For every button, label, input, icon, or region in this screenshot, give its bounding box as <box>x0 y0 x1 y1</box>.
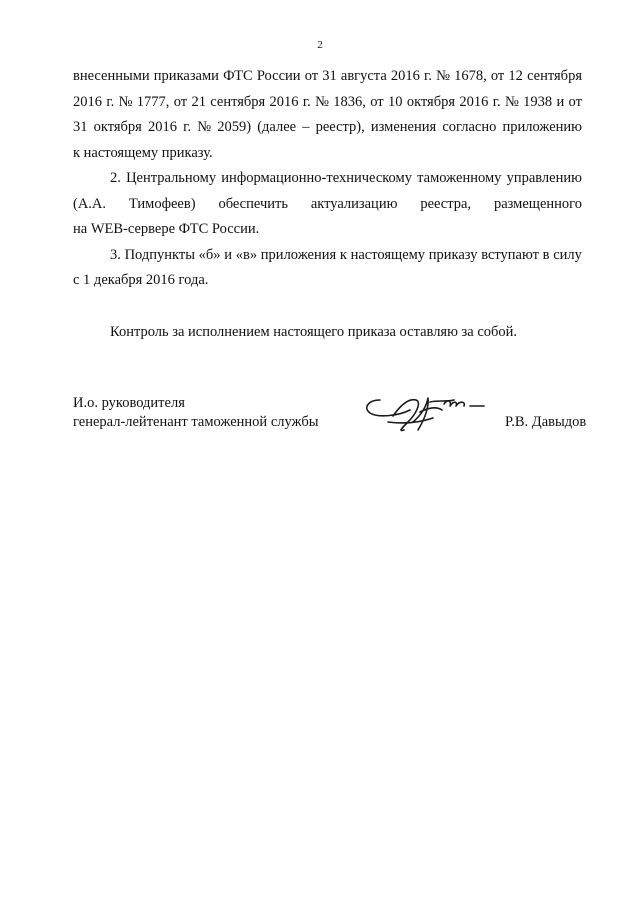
text-line <box>73 64 582 90</box>
word: настоящему <box>350 246 426 263</box>
word: № <box>504 93 519 110</box>
word: 2016 <box>148 119 177 135</box>
word: Тимофеев) <box>128 195 196 212</box>
word: от <box>568 93 582 110</box>
word: актуализацию <box>310 195 398 212</box>
word: 21 <box>191 93 206 110</box>
word: управлению <box>506 170 582 186</box>
word: России <box>256 68 301 84</box>
word: информационно-техническому <box>221 170 412 186</box>
word: от <box>304 68 319 84</box>
text-line: к настоящему приказу. <box>73 144 213 161</box>
word: ФТС <box>223 68 253 84</box>
word: приказу <box>428 246 478 263</box>
word: 1938 <box>523 93 553 110</box>
page-number: 2 <box>317 39 323 51</box>
text-line <box>73 115 582 141</box>
word: согласно <box>442 119 497 135</box>
word: – <box>302 119 310 135</box>
word: обеспечить <box>218 195 288 212</box>
word: 2016 <box>73 93 102 110</box>
word: внесенными <box>73 68 150 84</box>
word: сентября <box>527 68 582 84</box>
word: г. <box>183 119 192 135</box>
word: в <box>542 246 550 263</box>
word: размещенного <box>493 195 582 212</box>
word: октября <box>93 119 142 135</box>
document-body <box>73 64 582 294</box>
word: 2016 <box>459 93 489 110</box>
word: силу <box>553 246 582 263</box>
word: 3. <box>110 246 121 263</box>
word: 1777, <box>136 93 170 110</box>
word: приложению <box>502 119 582 135</box>
word: от <box>370 93 384 110</box>
handwritten-signature <box>358 388 488 438</box>
word: 31 <box>322 68 337 84</box>
text-line: с 1 декабря 2016 года. <box>73 272 209 288</box>
word: 2059) <box>217 119 252 135</box>
word: г. <box>302 93 311 110</box>
word: Центральному <box>126 170 217 186</box>
word: «в» <box>235 246 258 263</box>
word: к <box>339 246 347 263</box>
word: (далее <box>257 119 297 135</box>
text-line <box>73 166 582 192</box>
word: 2016 <box>390 68 420 84</box>
control-statement: Контроль за исполнением настоящего приказа оставляю за собой. <box>110 324 518 340</box>
word: (А.А. <box>73 195 107 212</box>
word: и <box>224 246 233 263</box>
word: № <box>315 93 329 110</box>
signatory-name: Р.В. Давыдов <box>505 414 587 430</box>
text-line <box>73 90 582 116</box>
word: вступают <box>481 246 539 263</box>
word: от <box>173 93 188 110</box>
word: г. <box>492 93 501 110</box>
word: 10 <box>387 93 403 110</box>
word: № <box>118 93 133 110</box>
word: 31 <box>73 119 88 135</box>
word: таможенному <box>417 170 502 186</box>
word: августа <box>340 68 387 84</box>
text-line <box>73 243 582 269</box>
word: «б» <box>198 246 221 263</box>
text-line <box>73 192 582 218</box>
word: октября <box>406 93 456 110</box>
word: реестр), <box>315 119 365 135</box>
word: № <box>436 68 450 84</box>
word: 2. <box>110 170 121 186</box>
word: 1836, <box>333 93 366 110</box>
word: 2016 <box>269 93 299 110</box>
word: и <box>556 93 565 110</box>
word: 1678, <box>454 68 487 84</box>
word: г. <box>424 68 432 84</box>
word: приказами <box>153 68 219 84</box>
word: приложения <box>260 246 337 263</box>
signatory-title-line-2: генерал-лейтенант таможенной службы <box>73 414 319 430</box>
text-line: на WEB-сервере ФТС России. <box>73 221 260 237</box>
word: № <box>197 119 212 135</box>
word: сентября <box>210 93 266 110</box>
word: от <box>490 68 505 84</box>
word: Подпункты <box>124 246 195 263</box>
word: изменения <box>370 119 437 135</box>
word: 12 <box>508 68 523 84</box>
signatory-title <box>73 394 319 432</box>
word: реестра, <box>420 195 472 212</box>
word: г. <box>106 93 115 110</box>
signatory-title-line-1: И.о. руководителя <box>73 395 185 411</box>
